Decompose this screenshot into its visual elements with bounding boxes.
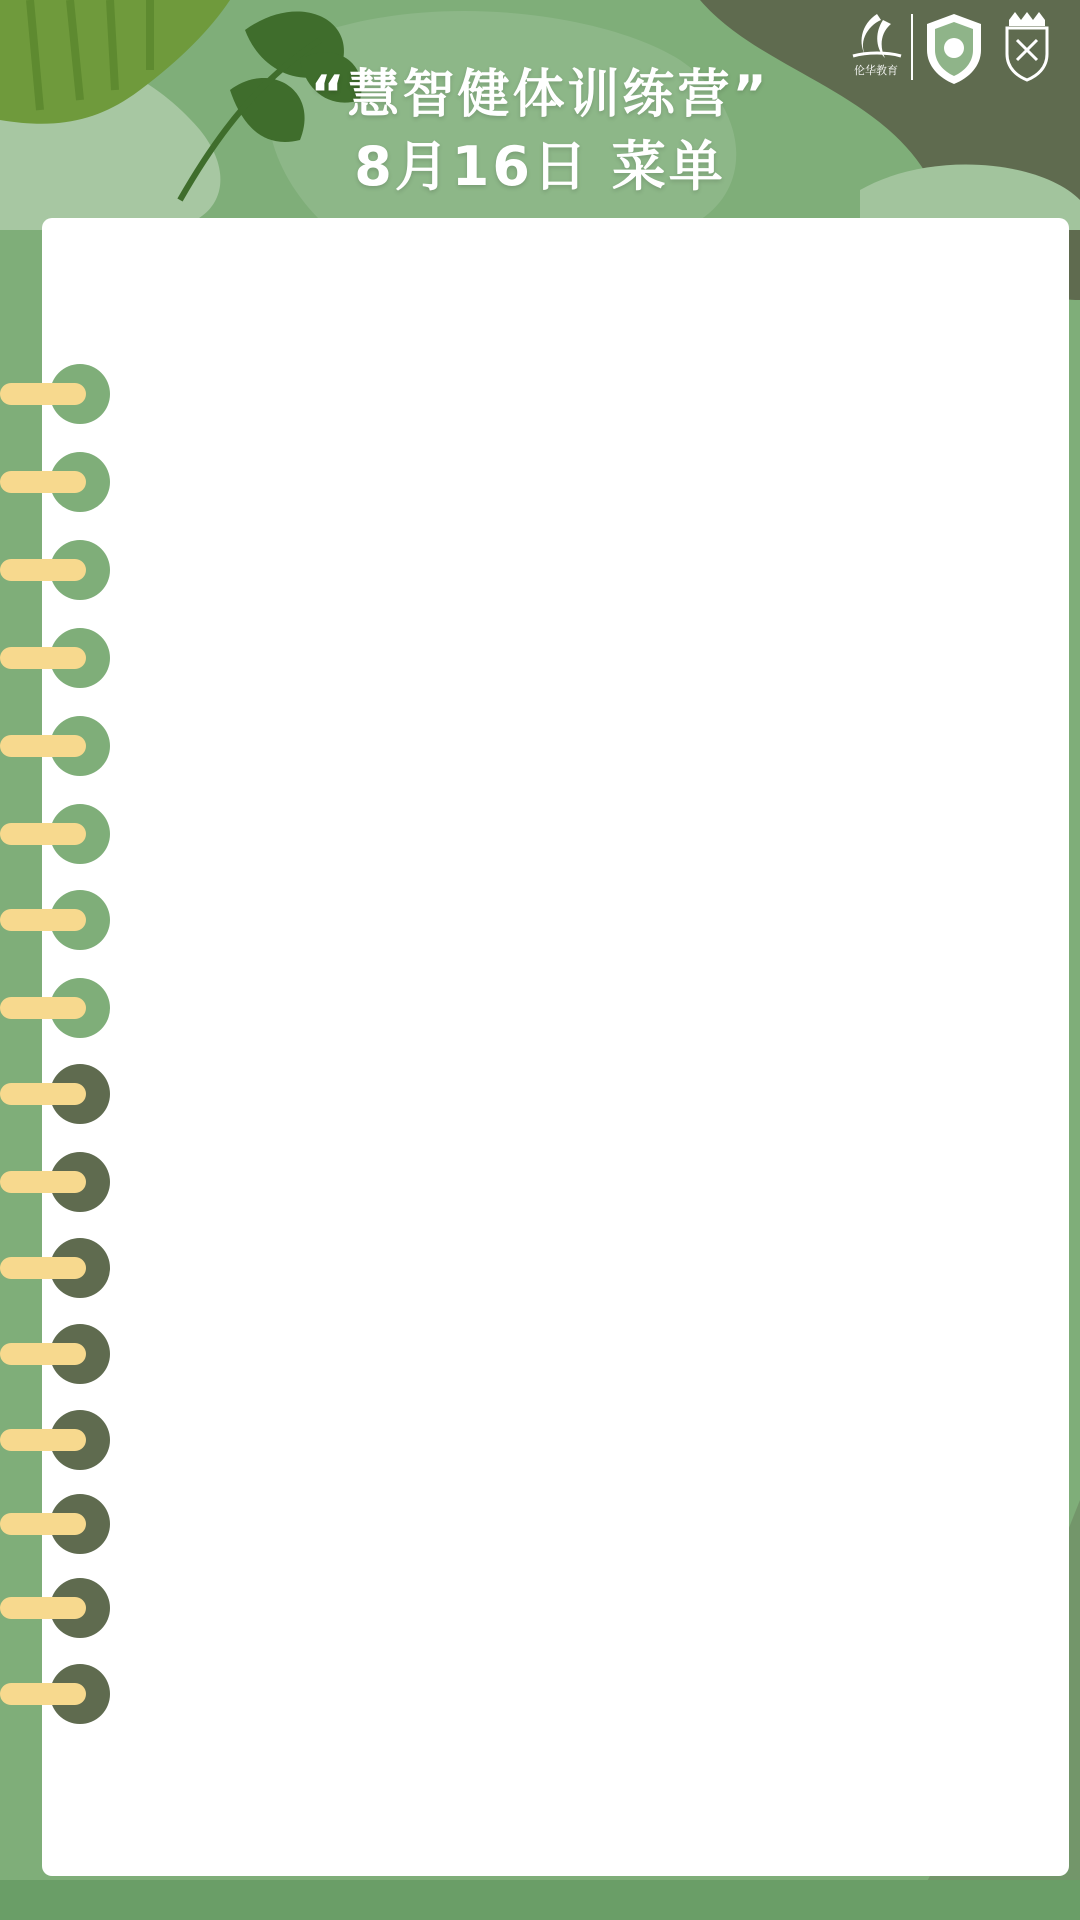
ring-wire [0, 1171, 86, 1193]
header [0, 0, 1080, 220]
notebook-rings [0, 0, 120, 1920]
logo-group [847, 10, 1062, 86]
school-crest-icon [919, 10, 989, 86]
ring-wire [0, 1343, 86, 1365]
logo-text: 伦华教育 [854, 64, 898, 77]
ring-wire [0, 647, 86, 669]
ring-wire [0, 559, 86, 581]
ring-wire [0, 909, 86, 931]
logo-divider [911, 14, 913, 80]
ring-wire [0, 1429, 86, 1451]
ring-wire [0, 1513, 86, 1535]
ring-wire [0, 735, 86, 757]
ring-wire [0, 1597, 86, 1619]
ring-wire [0, 383, 86, 405]
page-title: “慧智健体训练营” [310, 65, 770, 125]
page-subtitle-date: 8月16日 菜单 [354, 135, 726, 198]
menu-paper [42, 218, 1069, 1876]
academy-crest-icon [997, 10, 1057, 86]
ring-wire [0, 997, 86, 1019]
ring-wire [0, 823, 86, 845]
ring-wire [0, 1083, 86, 1105]
ring-wire [0, 1257, 86, 1279]
lunhua-logo-icon [847, 10, 905, 82]
ring-wire [0, 471, 86, 493]
ring-wire [0, 1683, 86, 1705]
